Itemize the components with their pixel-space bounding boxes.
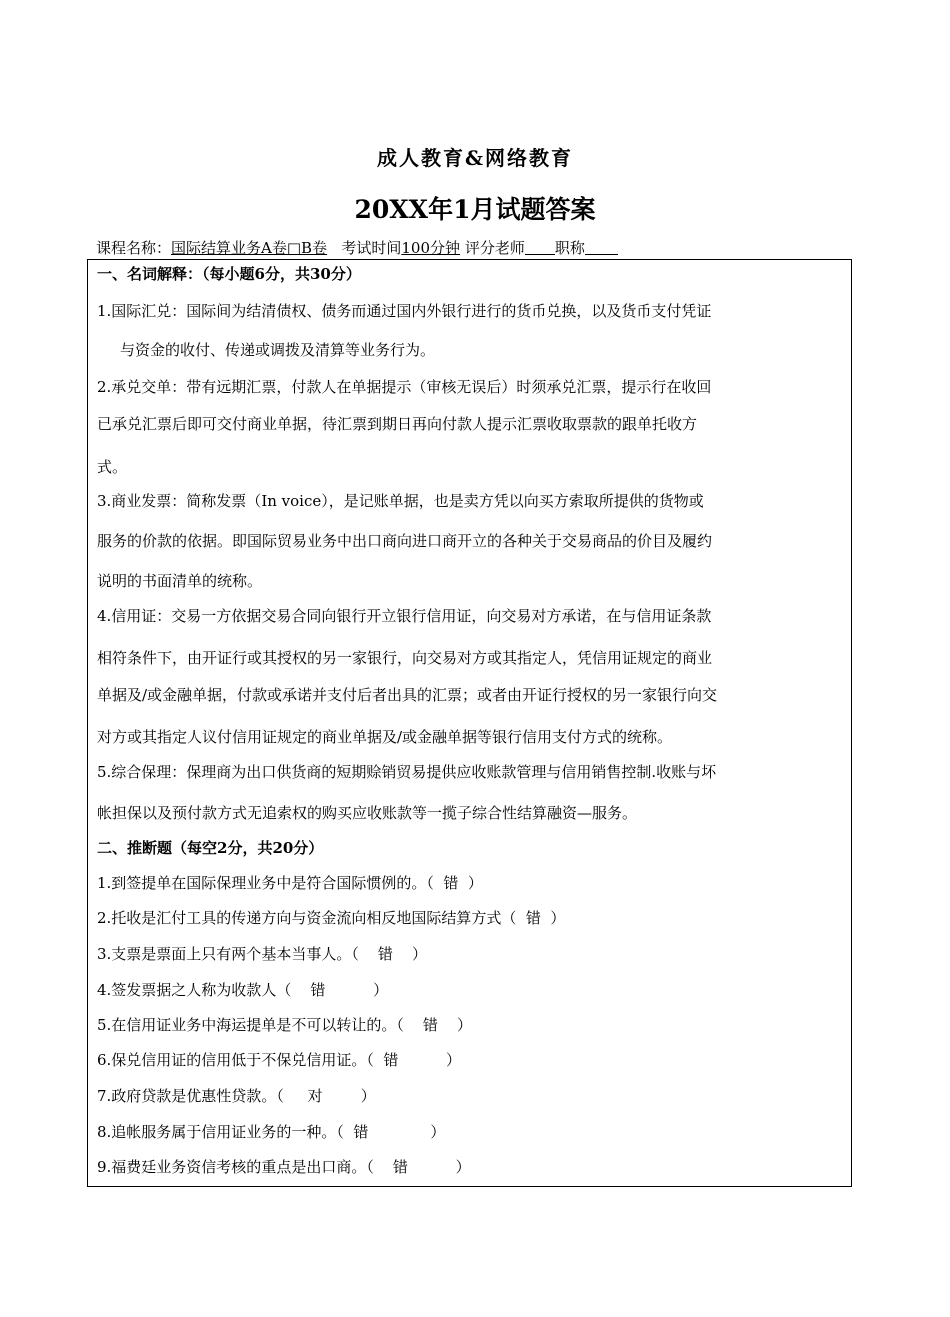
definition-line: 单据及/或金融单据，付款或承诺并支付后者出具的汇票；或者由开证行授权的另一家银行向交 — [97, 686, 718, 704]
definition-line: 2.承兑交单：带有远期汇票，付款人在单据提示（审核无误后）时须承兑汇票，提示行在收回 — [97, 378, 712, 396]
page-title: 20XX年1月试题答案 — [354, 195, 596, 224]
paper-type: A卷□B卷 — [261, 239, 328, 257]
judgment-item: 6.保兑信用证的信用低于不保兑信用证。（ 错 ） — [97, 1051, 462, 1069]
definition-line: 式。 — [97, 458, 128, 476]
judgment-item: 5.在信用证业务中海运提单是不可以转让的。（ 错 ） — [97, 1016, 472, 1034]
judgment-item: 7.政府贷款是优惠性贷款。（ 对 ） — [97, 1087, 376, 1105]
definition-line: 已承兑汇票后即可交付商业单据，待汇票到期日再向付款人提示汇票收取票款的跟单托收方 — [97, 415, 698, 433]
org-name: 成人教育&网络教育 — [376, 146, 574, 170]
definition-line: 服务的价款的依据。即国际贸易业务中出口商向进口商开立的各种关于交易商品的价目及履约 — [97, 532, 713, 550]
exam-time-label: 考试时间 — [341, 239, 402, 257]
definition-line: 帐担保以及预付款方式无追索权的购买应收账款等一揽子综合性结算融资—服务。 — [97, 804, 638, 822]
judgment-item: 9.福费廷业务资信考核的重点是出口商。（ 错 ） — [97, 1158, 471, 1176]
section2-heading: 二、推断题（每空2分，共20分） — [97, 839, 324, 857]
definition-line: 与资金的收付、传递或调拨及清算等业务行为。 — [120, 341, 436, 359]
course-info-line — [96, 237, 618, 258]
rank-label: 职称 — [554, 239, 585, 257]
grader-blank — [525, 239, 555, 255]
judgment-item: 2.托收是汇付工具的传递方向与资金流向相反地国际结算方式（ 错 ） — [97, 909, 566, 927]
definition-line: 1.国际汇兑：国际间为结清债权、债务而通过国内外银行进行的货币兑换，以及货币支付凭证 — [97, 302, 712, 320]
section1-heading: 一、名词解释：（每小题6分，共30分） — [97, 265, 361, 283]
grader-label: 评分老师 — [464, 239, 525, 257]
definition-line: 对方或其指定人议付信用证规定的商业单据及/或金融单据等银行信用支付方式的统称。 — [97, 728, 673, 746]
course-label: 课程名称： — [96, 239, 172, 257]
exam-time: 100分钟 — [401, 239, 461, 257]
definition-line: 说明的书面清单的统称。 — [97, 572, 263, 590]
judgment-item: 8.追帐服务属于信用证业务的一种。（ 错 ） — [97, 1123, 446, 1141]
course-name: 国际结算业务 — [171, 239, 262, 257]
judgment-item: 1.到签提单在国际保理业务中是符合国际惯例的。（ 错 ） — [97, 874, 483, 892]
answer-box — [87, 259, 852, 1187]
definition-line: 相符条件下，由开证行或其授权的另一家银行，向交易对方或其指定人，凭信用证规定的商业 — [97, 649, 713, 667]
rank-blank — [585, 239, 618, 255]
definition-line: 5.综合保理：保理商为出口供货商的短期赊销贸易提供应收账款管理与信用销售控制.收账与坏 — [97, 763, 717, 781]
definition-line: 4.信用证：交易一方依据交易合同向银行开立银行信用证，向交易对方承诺，在与信用证条款 — [97, 607, 712, 625]
definition-line: 3.商业发票：简称发票（In voice），是记账单据，也是卖方凭以向买方索取所提供的货物或 — [97, 492, 704, 510]
judgment-item: 3.支票是票面上只有两个基本当事人。（ 错 ） — [97, 945, 427, 963]
judgment-item: 4.签发票据之人称为收款人（ 错 ） — [97, 981, 389, 999]
